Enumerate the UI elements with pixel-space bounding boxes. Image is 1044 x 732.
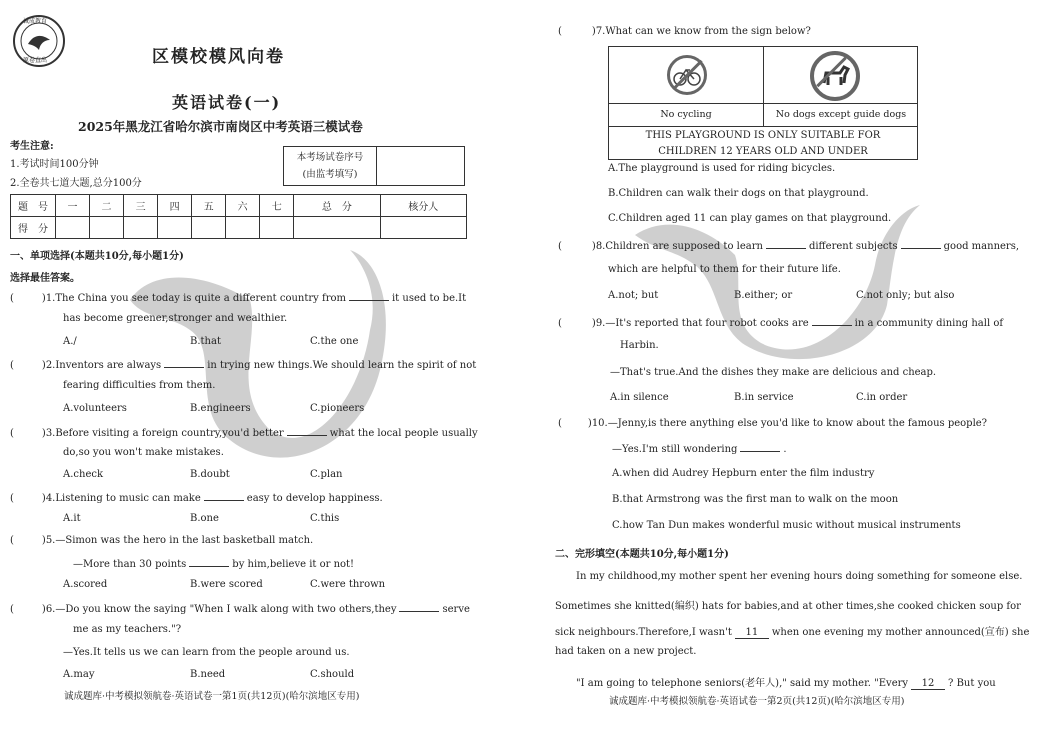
question-10-reply: —Yes.I'm still wondering . [612, 444, 787, 455]
option-c[interactable]: C.the one [310, 336, 359, 347]
question-6-reply: —Yes.It tells us we can learn from the people around us. [63, 647, 350, 658]
question-3: ( )3.Before visiting a foreign country,you'd better what the local people usually [10, 428, 478, 439]
score-row-label: 得 分 [11, 217, 56, 239]
option-a[interactable]: A./ [63, 336, 77, 347]
score-cell[interactable] [56, 217, 90, 239]
option-a[interactable]: A.when did Audrey Hepburn enter the film industry [612, 468, 875, 479]
question-2-cont: fearing difficulties from them. [63, 380, 216, 391]
question-8: ( )8.Children are supposed to learn different subjects good manners, [558, 241, 1020, 252]
score-cell[interactable] [192, 217, 226, 239]
notes-heading: 考生注意: [10, 141, 54, 152]
score-header-cell: 一 [56, 195, 90, 217]
score-header-cell: 二 [90, 195, 124, 217]
question-1-cont: has become greener,stronger and wealthier. [63, 313, 288, 324]
question-6-cont: me as my teachers."? [73, 624, 182, 635]
cloze-blank-12[interactable]: 12 [911, 678, 945, 690]
passage-line-3: sick neighbours.Therefore,I wasn't 11 when one evening my mother announced(宣布) she [555, 627, 1030, 638]
answer-blank[interactable] [204, 491, 244, 501]
question-9: ( )9.—It's reported that four robot cooks are in a community dining hall of [558, 318, 1004, 329]
id-box-field[interactable] [377, 147, 465, 186]
answer-blank[interactable] [164, 358, 204, 368]
option-a[interactable]: A.The playground is used for riding bicycles. [608, 163, 836, 174]
sign-cell-left [609, 47, 764, 103]
question-4: ( )4.Listening to music can make easy to develop happiness. [10, 493, 383, 504]
answer-blank[interactable] [189, 557, 229, 567]
score-cell[interactable] [294, 217, 380, 239]
option-c[interactable]: C.pioneers [310, 403, 365, 414]
answer-blank[interactable] [740, 442, 780, 452]
question-2: ( )2.Inventors are always in trying new things.We should learn the spirit of not [10, 360, 477, 371]
question-10: ( )10.—Jenny,is there anything else you'd like to know about the famous people? [558, 418, 988, 429]
answer-blank[interactable] [766, 239, 806, 249]
option-c[interactable]: C.should [310, 669, 355, 680]
answer-blank[interactable] [287, 426, 327, 436]
option-b[interactable]: B.Children can walk their dogs on that playground. [608, 188, 869, 199]
option-c[interactable]: C.this [310, 513, 340, 524]
passage-line-2: Sometimes she knitted(编织) hats for babies,and at other times,she cooked chicken soup for [555, 601, 1021, 612]
score-cell[interactable] [380, 217, 466, 239]
id-box-label: 本考场试卷序号 (由监考填写) [284, 147, 377, 186]
section1-heading: 一、单项选择(本题共10分,每小题1分) [10, 251, 184, 262]
footer-left: 诚成题库·中考模拟领航卷·英语试卷一第1页(共12页)(哈尔滨地区专用) [64, 691, 360, 702]
score-header-cell: 七 [260, 195, 294, 217]
sign-caption-left: No cycling [609, 103, 764, 126]
score-header-cell: 三 [124, 195, 158, 217]
option-a[interactable]: A.may [63, 669, 95, 680]
score-table-header [11, 195, 467, 217]
passage-line-5: "I am going to telephone seniors(老年人)," said my mother. "Every 12 ? But you [576, 678, 996, 689]
paper-subtitle: 2025年黑龙江省哈尔滨市南岗区中考英语三模试卷 [78, 119, 363, 134]
question-5: ( )5.—Simon was the hero in the last basketball match. [10, 535, 314, 546]
footer-right: 诚成题库·中考模拟领航卷·英语试卷一第2页(共12页)(哈尔滨地区专用) [609, 696, 905, 707]
playground-sign [608, 46, 918, 160]
option-b[interactable]: B.one [190, 513, 219, 524]
exam-id-box [283, 146, 465, 186]
no-dogs-icon [810, 51, 860, 101]
score-cell[interactable] [90, 217, 124, 239]
option-a[interactable]: A.scored [63, 579, 108, 590]
section1-instruction: 选择最佳答案。 [10, 273, 80, 284]
passage-line-1: In my childhood,my mother spent her evening hours doing something for someone else. [576, 571, 1023, 582]
score-cell[interactable] [124, 217, 158, 239]
question-5-cont: —More than 30 points by him,believe it or not! [73, 559, 355, 570]
option-c[interactable]: C.not only; but also [856, 290, 955, 301]
option-b[interactable]: B.engineers [190, 403, 251, 414]
option-b[interactable]: B.need [190, 669, 226, 680]
option-b[interactable]: B.either; or [734, 290, 793, 301]
option-a[interactable]: A.in silence [610, 392, 669, 403]
option-b[interactable]: B.that Armstrong was the first man to walk on the moon [612, 494, 899, 505]
sign-notice-line1: THIS PLAYGROUND IS ONLY SUITABLE FOR [645, 130, 881, 141]
score-table-row [11, 217, 467, 239]
answer-blank[interactable] [349, 291, 389, 301]
option-a[interactable]: A.volunteers [63, 403, 127, 414]
logo-text-bottom: 原卷直出 [23, 57, 48, 64]
option-c[interactable]: C.Children aged 11 can play games on that playground. [608, 213, 892, 224]
sign-notice [609, 126, 917, 160]
option-a[interactable]: A.it [63, 513, 81, 524]
question-3-cont: do,so you won't make mistakes. [63, 447, 224, 458]
score-cell[interactable] [158, 217, 192, 239]
question-7: ( )7.What can we know from the sign below? [558, 26, 811, 37]
option-c[interactable]: C.were thrown [310, 579, 386, 590]
question-9-cont: Harbin. [620, 340, 659, 351]
option-c[interactable]: C.how Tan Dun makes wonderful music without musical instruments [612, 520, 961, 531]
note-item-2: 2.全卷共七道大题,总分100分 [10, 178, 142, 189]
answer-blank[interactable] [901, 239, 941, 249]
option-a[interactable]: A.not; but [608, 290, 659, 301]
option-b[interactable]: B.were scored [190, 579, 263, 590]
note-item-1: 1.考试时间100分钟 [10, 159, 99, 170]
score-header-cell: 核分人 [380, 195, 466, 217]
option-b[interactable]: B.in service [734, 392, 794, 403]
score-cell[interactable] [226, 217, 260, 239]
logo-text-top: 诚成教育 [23, 18, 48, 25]
question-9-reply: —That's true.And the dishes they make are delicious and cheap. [610, 367, 937, 378]
cloze-blank-11[interactable]: 11 [735, 627, 769, 639]
score-cell[interactable] [260, 217, 294, 239]
score-header-cell: 四 [158, 195, 192, 217]
sign-notice-line2: CHILDREN 12 YEARS OLD AND UNDER [658, 146, 868, 157]
option-c[interactable]: C.plan [310, 469, 343, 480]
option-b[interactable]: B.doubt [190, 469, 230, 480]
score-header-cell: 总 分 [294, 195, 380, 217]
question-8-cont: which are helpful to them for their future life. [608, 264, 841, 275]
question-6: ( )6.—Do you know the saying "When I walk along with two others,they serve [10, 604, 470, 615]
score-header-cell: 六 [226, 195, 260, 217]
sign-cell-right [764, 47, 918, 103]
option-b[interactable]: B.that [190, 336, 221, 347]
series-title: 区模校模风向卷 [152, 47, 285, 67]
score-table [10, 194, 467, 239]
answer-blank[interactable] [812, 316, 852, 326]
paper-title: 英语试卷(一) [172, 93, 282, 112]
option-a[interactable]: A.check [63, 469, 104, 480]
watermark-swan-left [110, 230, 400, 480]
score-header-cell: 五 [192, 195, 226, 217]
no-cycling-icon [667, 55, 707, 95]
option-c[interactable]: C.in order [856, 392, 908, 403]
sign-caption-right: No dogs except guide dogs [764, 103, 918, 126]
question-1: ( )1.The China you see today is quite a different country from it used to be.It [10, 293, 467, 304]
section2-heading: 二、完形填空(本题共10分,每小题1分) [555, 549, 729, 560]
answer-blank[interactable] [399, 602, 439, 612]
score-header-cell: 题 号 [11, 195, 56, 217]
passage-line-4: had taken on a new project. [555, 646, 697, 657]
